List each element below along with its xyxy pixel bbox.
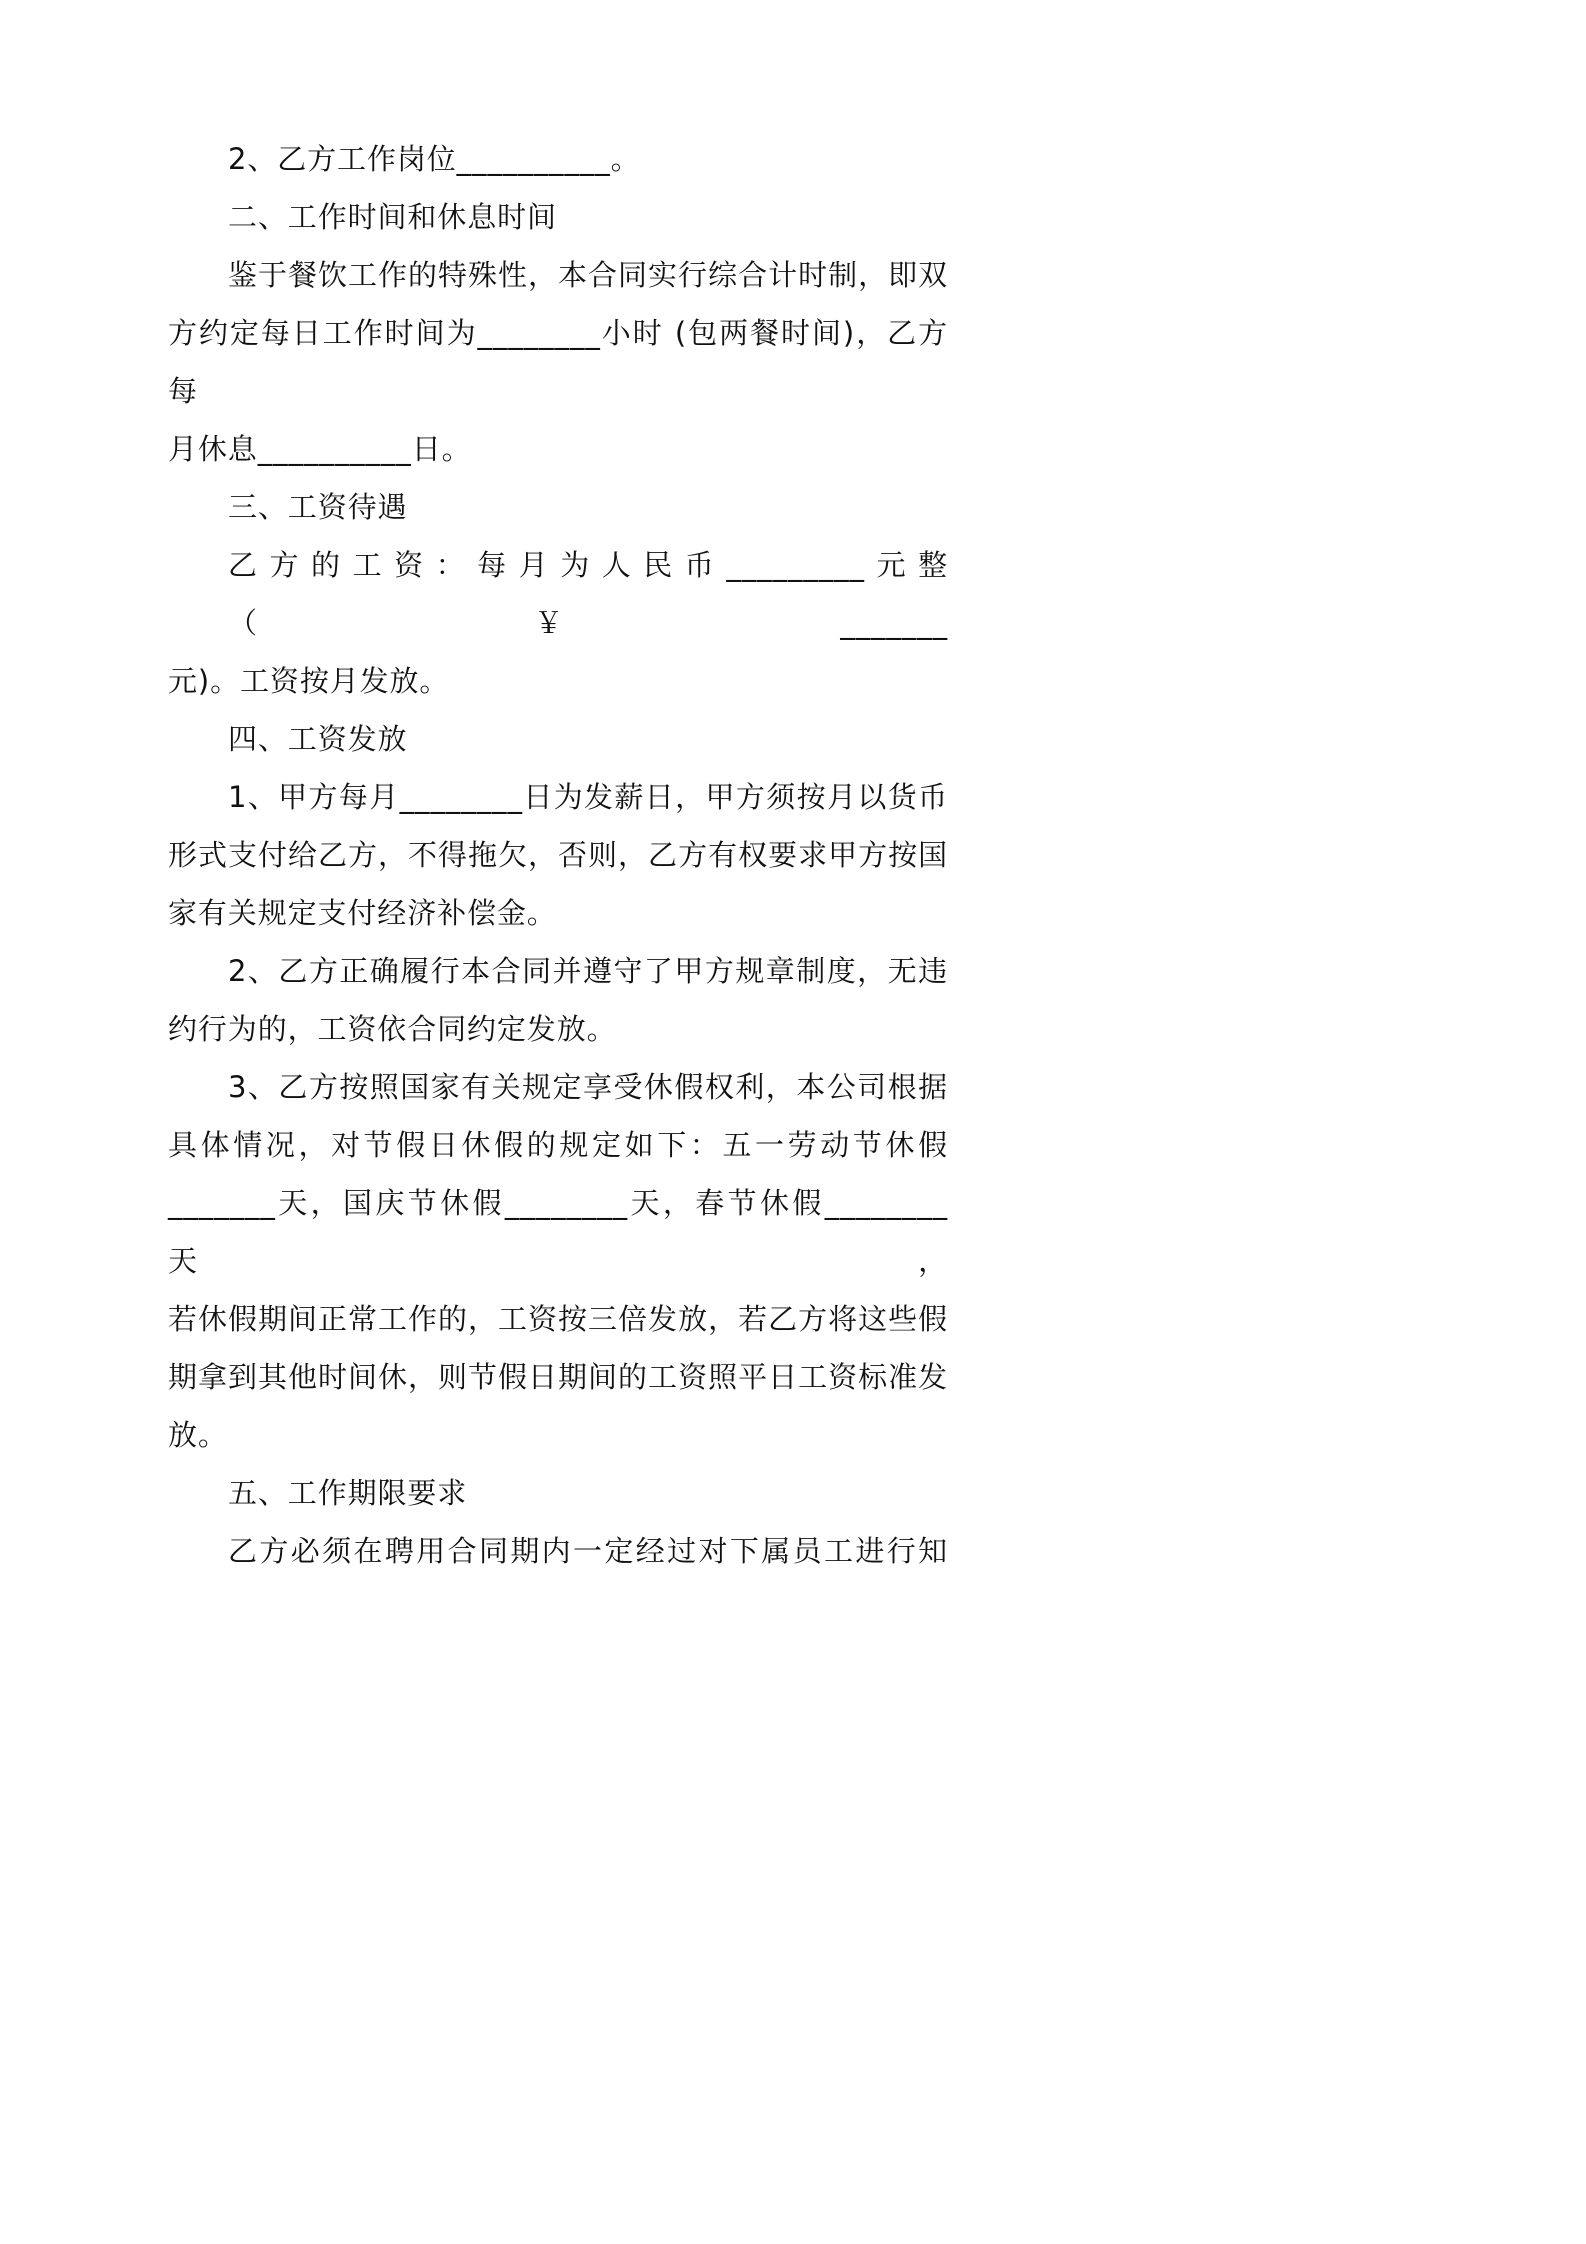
- paragraph-line: 若休假期间正常工作的，工资按三倍发放，若乙方将这些假: [168, 1302, 948, 1336]
- paragraph-line: _______天，国庆节休假________天，春节休假________天，: [168, 1186, 948, 1278]
- section-4-heading: 四、工资发放: [228, 722, 408, 756]
- clause-2-job-position: 2、乙方工作岗位__________。: [228, 142, 641, 176]
- paragraph-line: 具体情况，对节假日休假的规定如下：五一劳动节休假: [168, 1128, 948, 1162]
- document-page: [0, 0, 1100, 1584]
- section-5-heading: 五、工作期限要求: [228, 1476, 468, 1510]
- paragraph-line: 乙方的工资：每月为人民币_________元整（￥_______: [228, 548, 948, 640]
- paragraph-line: 3、乙方按照国家有关规定享受休假权利，本公司根据: [228, 1070, 948, 1104]
- paragraph-line: 期拿到其他时间休，则节假日期间的工资照平日工资标准发: [168, 1360, 948, 1394]
- paragraph-line: 形式支付给乙方，不得拖欠，否则，乙方有权要求甲方按国: [168, 838, 948, 872]
- section-3-heading: 三、工资待遇: [228, 490, 408, 524]
- paragraph-line: 方约定每日工作时间为________小时 (包两餐时间)，乙方每: [168, 316, 948, 408]
- section-2-heading: 二、工作时间和休息时间: [228, 200, 557, 234]
- paragraph-line: 放。: [168, 1418, 228, 1452]
- paragraph-line: 家有关规定支付经济补偿金。: [168, 896, 557, 930]
- paragraph-line: 鉴于餐饮工作的特殊性，本合同实行综合计时制，即双: [228, 258, 948, 292]
- contract-body: [168, 130, 948, 1580]
- paragraph-line: 月休息__________日。: [168, 432, 472, 466]
- paragraph-line: 1、甲方每月________日为发薪日，甲方须按月以货币: [228, 780, 948, 814]
- paragraph-line: 乙方必须在聘用合同期内一定经过对下属员工进行知: [228, 1534, 948, 1568]
- paragraph-line: 约行为的，工资依合同约定发放。: [168, 1012, 617, 1046]
- paragraph-line: 元)。工资按月发放。: [168, 664, 450, 698]
- paragraph-line: 2、乙方正确履行本合同并遵守了甲方规章制度，无违: [228, 954, 948, 988]
